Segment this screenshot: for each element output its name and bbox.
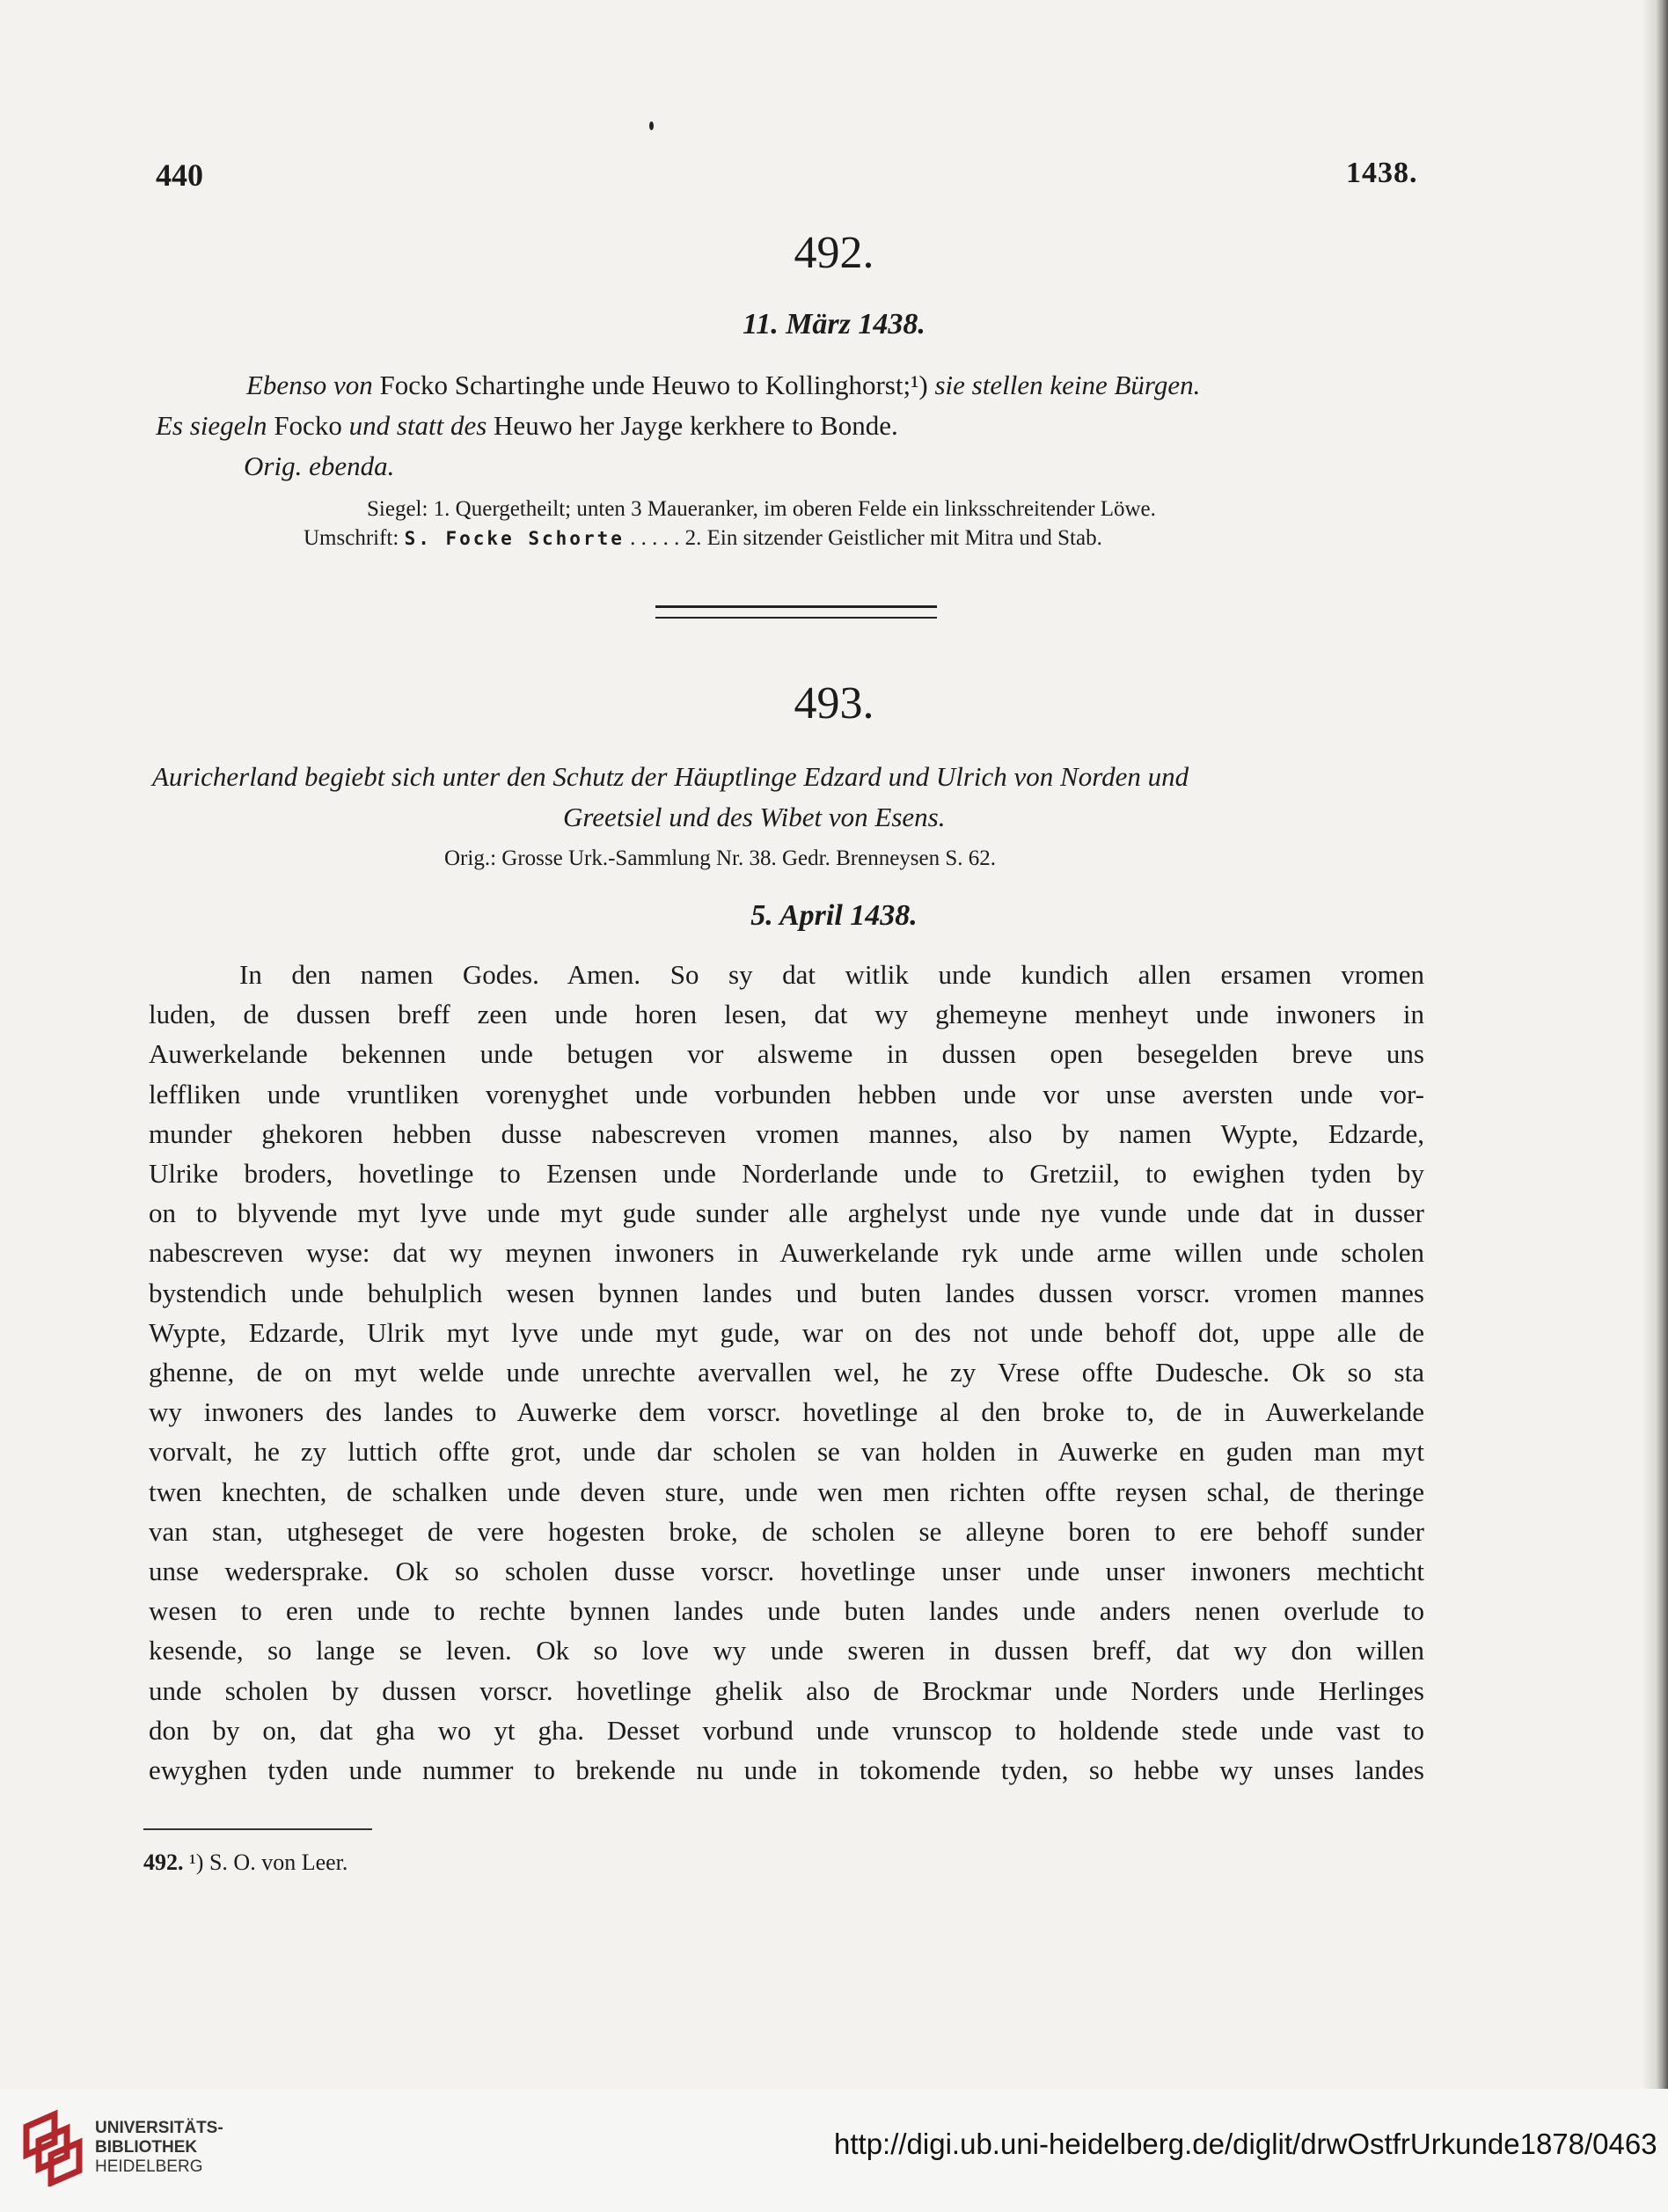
doc-492-regest-line-1 [246, 370, 1200, 401]
library-name-line-3: HEIDELBERG [95, 2157, 203, 2176]
regest-italic: Ebenso von [246, 370, 373, 400]
body-text-line: Wypte, Edzarde, Ulrik myt lyve unde myt gude, war on des not unde behoff dot, uppe alle de [149, 1316, 1424, 1348]
regest-roman: Heuwo her Jayge kerkhere to Bonde. [486, 410, 898, 441]
running-year: 1438. [1346, 157, 1418, 189]
doc-492-date: 11. März 1438. [743, 308, 925, 341]
seal-legend: S. Focke Schorte [404, 528, 625, 549]
doc-492-source: Orig. ebenda. [244, 450, 395, 481]
source-url-link[interactable]: http://digi.ub.uni-heidelberg.de/diglit/drwOstfrUrkunde1878/0463 [834, 2128, 1657, 2160]
body-text-line: munder ghekoren hebben dusse nabescreven vromen mannes, also by namen Wypte, Edzarde, [149, 1117, 1424, 1149]
body-text-line: vorvalt, he zy luttich offte grot, unde dar scholen se van holden in Auwerke en guden man myt [149, 1436, 1424, 1468]
body-text-line: twen knechten, de schalken unde deven sture, unde wen men richten offte reysen schal, de theringe [149, 1476, 1424, 1507]
regest-italic: und statt des [348, 410, 487, 441]
doc-493-regest-line-2: Greetsiel und des Wibet von Esens. [563, 802, 946, 832]
doc-492-seal-line-2 [304, 526, 1102, 551]
body-text-line: bystendich unde behulplich wesen bynnen landes und buten landes dussen vorscr. vromen mannes [149, 1277, 1424, 1308]
body-text-line: wesen to eren unde to rechte bynnen landes unde buten landes unde anders nenen overlude to [149, 1595, 1424, 1627]
doc-492-number: 492. [794, 228, 874, 278]
doc-493-number: 493. [794, 678, 874, 729]
footnote-rule [143, 1828, 372, 1830]
page-number: 440 [156, 157, 203, 193]
body-text-line: unde scholen by dussen vorscr. hovetlinge ghelik also de Brockmar unde Norders unde Herlinges [149, 1674, 1424, 1706]
doc-492-seal-line-1: Siegel: 1. Quergetheilt; unten 3 Maueranker, im oberen Felde ein linksschreitender Löwe. [367, 497, 1156, 521]
footnote [143, 1849, 348, 1876]
body-text-line: leffliken unde vruntliken vorenyghet unde vorbunden hebben unde vor unse aversten unde vor- [149, 1078, 1424, 1110]
library-name [95, 2119, 223, 2177]
print-speck [649, 121, 654, 130]
regest-italic: sie stellen keine Bürgen. [934, 370, 1201, 400]
regest-italic: Es siegeln [156, 410, 267, 441]
regest-roman: Focko Schartinghe unde Heuwo to Kollinghorst;¹) [372, 370, 935, 400]
footnote-text: S. O. von Leer. [203, 1849, 348, 1875]
body-text-line: ewyghen tyden unde nummer to brekende nu unde in tokomende tyden, so hebbe wy unses landes [149, 1754, 1424, 1785]
body-text-line: van stan, utgheseget de vere hogesten broke, de scholen se alleyne boren to ere behoff sunder [149, 1515, 1424, 1547]
doc-493-date: 5. April 1438. [750, 899, 918, 932]
body-text-line: unse wedersprake. Ok so scholen dusse vorscr. hovetlinge unser unde unser inwoners mechticht [149, 1556, 1424, 1586]
regest-roman: Focko [267, 410, 349, 441]
body-text-line: Ulrike broders, hovetlinge to Ezensen unde Norderlande unde to Gretziil, to ewighen tyden by [149, 1158, 1424, 1189]
body-text-line: In den namen Godes. Amen. So sy dat witlik unde kundich allen ersamen vromen [239, 959, 1424, 990]
body-text-line: wy inwoners des landes to Auwerke dem vorscr. hovetlinge al den broke to, de in Auwerkelande [149, 1396, 1424, 1428]
library-logo-icon [16, 2107, 95, 2186]
body-text-line: kesende, so lange se leven. Ok so love wy unde sweren in dussen breff, dat wy don willen [149, 1635, 1424, 1666]
doc-493-source: Orig.: Grosse Urk.-Sammlung Nr. 38. Gedr. Brenneysen S. 62. [444, 846, 997, 870]
seal-description: . . . . . 2. Ein sitzender Geistlicher mit Mitra und Stab. [630, 526, 1102, 550]
library-name-line-2: BIBLIOTHEK [95, 2138, 198, 2157]
section-separator [655, 605, 937, 619]
doc-493-regest-line-1: Auricherland begiebt sich unter den Schutz der Häuptlinge Edzard und Ulrich von Norden und [152, 761, 1189, 792]
seal-label: Umschrift: [304, 526, 399, 550]
library-name-line-1: UNIVERSITÄTS- [95, 2119, 223, 2137]
doc-492-regest-line-2 [156, 410, 898, 442]
body-text-line: nabescreven wyse: dat wy meynen inwoners in Auwerkelande ryk unde arme willen unde scholen [149, 1237, 1424, 1269]
body-text-line: don by on, dat gha wo yt gha. Desset vorbund unde vrunscop to holdende stede unde vast to [149, 1714, 1424, 1746]
body-text-line: luden, de dussen breff zeen unde horen lesen, dat wy ghemeyne menheyt unde inwoners in [149, 999, 1424, 1030]
body-text-line: on to blyvende myt lyve unde myt gude sunder alle arghelyst unde nye vunde unde dat in dusser [149, 1198, 1424, 1229]
body-text-line: ghenne, de on myt welde unde unrechte avervallen wel, he zy Vrese offte Dudesche. Ok so sta [149, 1357, 1424, 1388]
body-text-line: Auwerkelande bekennen unde betugen vor alsweme in dussen open besegelden breve uns [149, 1038, 1424, 1070]
footnote-ref: 492. [143, 1849, 184, 1875]
footnote-mark: ¹) [189, 1849, 204, 1875]
